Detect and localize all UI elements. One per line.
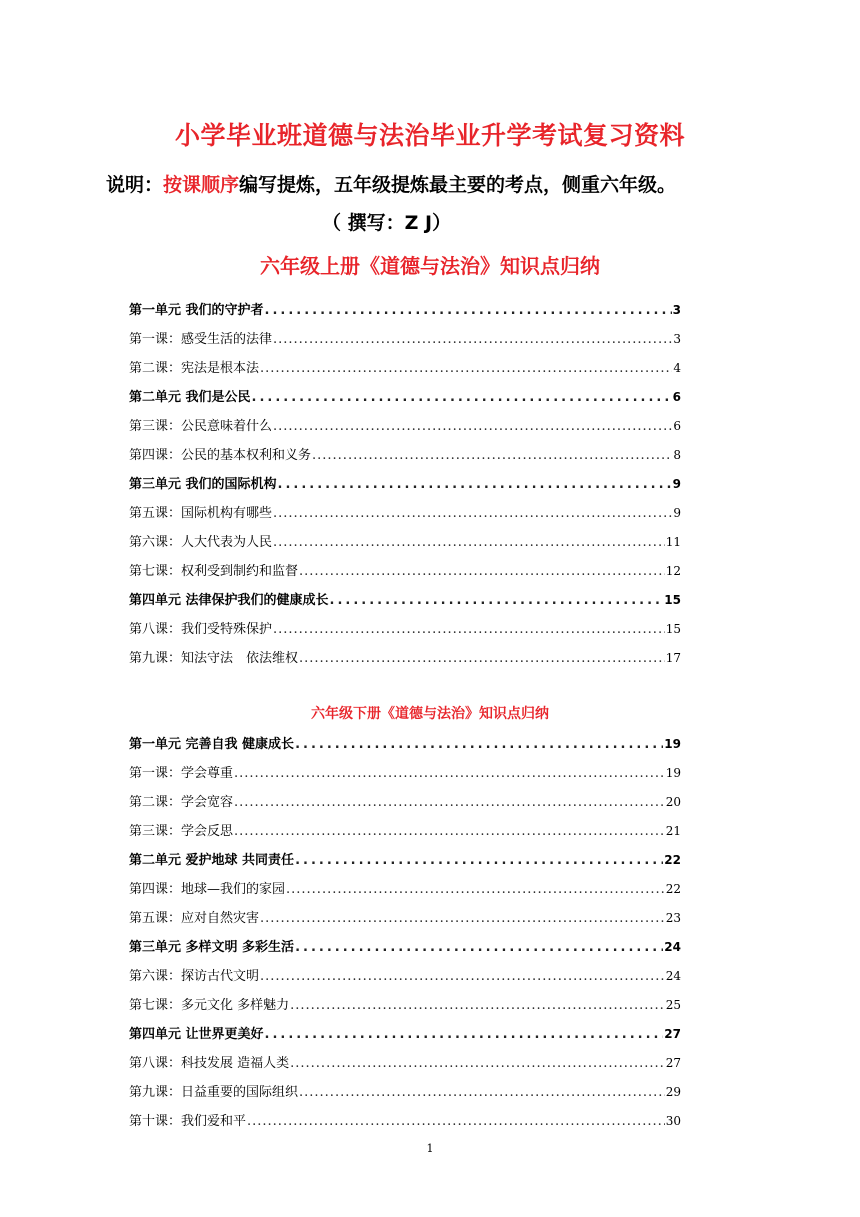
toc-lesson-entry[interactable] [129, 991, 681, 1020]
toc-entry-label: 第三单元 我们的国际机构 [129, 477, 277, 492]
toc-entry-label: 第三单元 多样文明 多彩生活 [129, 940, 295, 955]
toc-lesson-entry[interactable] [129, 499, 681, 528]
toc-dot-leader [278, 470, 672, 499]
toc-entry-label: 第五课：应对自然灾害 [129, 911, 260, 926]
toc-entry-label: 第六课：人大代表为人民 [129, 535, 273, 550]
toc-entry-label: 第四课：地球—我们的家园 [129, 882, 286, 897]
toc-unit-entry[interactable] [129, 586, 681, 615]
toc-dot-leader [234, 817, 665, 846]
toc-entry-page: 22 [664, 853, 681, 867]
page-number: 1 [426, 1142, 434, 1155]
toc-dot-leader [273, 615, 665, 644]
toc-entry-page: 24 [665, 969, 681, 983]
toc-dot-leader [252, 383, 672, 412]
toc-lesson-entry[interactable] [129, 904, 681, 933]
toc-entry-page: 9 [673, 506, 681, 520]
toc-entry-page: 6 [673, 419, 681, 433]
toc-dot-leader [299, 557, 665, 586]
toc-entry-label: 第一单元 完善自我 健康成长 [129, 737, 295, 752]
toc-dot-leader [330, 586, 664, 615]
toc-dot-leader [299, 644, 665, 673]
toc-dot-leader [290, 1049, 665, 1078]
toc-dot-leader [260, 962, 665, 991]
toc-unit-entry[interactable] [129, 846, 681, 875]
toc-entry-label: 第九课：日益重要的国际组织 [129, 1085, 299, 1100]
toc-unit-entry[interactable] [129, 383, 681, 412]
toc-entry-page: 6 [672, 390, 681, 404]
toc-dot-leader [247, 1107, 665, 1136]
toc-entry-page: 22 [665, 882, 681, 896]
toc-entry-label: 第四单元 让世界更美好 [129, 1027, 264, 1042]
toc-entry-page: 29 [665, 1085, 681, 1099]
toc-section2 [129, 730, 681, 1136]
toc-entry-page: 4 [673, 361, 681, 375]
toc-lesson-entry[interactable] [129, 412, 681, 441]
toc-lesson-entry[interactable] [129, 354, 681, 383]
toc-entry-page: 17 [665, 651, 681, 665]
description-note [106, 170, 676, 197]
toc-entry-page: 11 [665, 535, 681, 549]
section2-heading: 六年级下册《道德与法治》知识点归纳 [311, 706, 549, 722]
toc-dot-leader [295, 730, 663, 759]
toc-lesson-entry[interactable] [129, 1049, 681, 1078]
toc-entry-page: 24 [664, 940, 681, 954]
toc-dot-leader [234, 759, 665, 788]
toc-entry-label: 第八课：我们受特殊保护 [129, 622, 273, 637]
toc-entry-page: 27 [664, 1027, 681, 1041]
toc-entry-page: 27 [665, 1056, 681, 1070]
toc-entry-page: 23 [665, 911, 681, 925]
toc-entry-label: 第三课：公民意味着什么 [129, 419, 273, 434]
toc-entry-label: 第六课：探访古代文明 [129, 969, 260, 984]
toc-unit-entry[interactable] [129, 1020, 681, 1049]
toc-entry-page: 3 [673, 332, 681, 346]
toc-entry-page: 21 [665, 824, 681, 838]
toc-entry-page: 12 [665, 564, 681, 578]
toc-entry-page: 15 [665, 622, 681, 636]
toc-lesson-entry[interactable] [129, 528, 681, 557]
toc-entry-page: 9 [672, 477, 681, 491]
author-line: （ 撰写：Z J） [322, 212, 452, 234]
toc-unit-entry[interactable] [129, 470, 681, 499]
toc-entry-page: 19 [665, 766, 681, 780]
toc-dot-leader [286, 875, 665, 904]
toc-dot-leader [295, 846, 663, 875]
toc-entry-page: 30 [665, 1114, 681, 1128]
toc-dot-leader [312, 441, 672, 470]
toc-entry-page: 15 [664, 593, 681, 607]
note-rest: 编写提炼，五年级提炼最主要的考点，侧重六年级。 [239, 174, 677, 196]
toc-entry-page: 19 [664, 737, 681, 751]
toc-lesson-entry[interactable] [129, 441, 681, 470]
toc-entry-label: 第二单元 爱护地球 共同责任 [129, 853, 295, 868]
toc-dot-leader [295, 933, 663, 962]
section1-heading: 六年级上册《道德与法治》知识点归纳 [260, 254, 600, 278]
toc-dot-leader [265, 1020, 664, 1049]
toc-entry-label: 第五课：国际机构有哪些 [129, 506, 273, 521]
toc-lesson-entry[interactable] [129, 875, 681, 904]
toc-entry-page: 20 [665, 795, 681, 809]
document-title: 小学毕业班道德与法治毕业升学考试复习资料 [174, 121, 685, 150]
toc-dot-leader [260, 904, 665, 933]
toc-lesson-entry[interactable] [129, 962, 681, 991]
toc-dot-leader [290, 991, 665, 1020]
toc-lesson-entry[interactable] [129, 615, 681, 644]
toc-entry-label: 第九课：知法守法 依法维权 [129, 651, 299, 666]
toc-entry-label: 第二课：宪法是根本法 [129, 361, 260, 376]
toc-dot-leader [273, 325, 672, 354]
toc-dot-leader [273, 528, 665, 557]
toc-entry-label: 第一课：感受生活的法律 [129, 332, 273, 347]
toc-entry-label: 第三课：学会反思 [129, 824, 234, 839]
toc-unit-entry[interactable] [129, 730, 681, 759]
toc-entry-page: 8 [673, 448, 681, 462]
toc-entry-page: 25 [665, 998, 681, 1012]
toc-dot-leader [273, 499, 672, 528]
toc-lesson-entry[interactable] [129, 788, 681, 817]
toc-entry-label: 第七课：权利受到制约和监督 [129, 564, 299, 579]
toc-dot-leader [299, 1078, 665, 1107]
toc-lesson-entry[interactable] [129, 817, 681, 846]
toc-section1 [129, 296, 681, 673]
toc-entry-label: 第二课：学会宽容 [129, 795, 234, 810]
toc-dot-leader [234, 788, 665, 817]
toc-dot-leader [260, 354, 672, 383]
toc-lesson-entry[interactable] [129, 557, 681, 586]
toc-entry-label: 第一课：学会尊重 [129, 766, 234, 781]
toc-entry-label: 第七课：多元文化 多样魅力 [129, 998, 290, 1013]
toc-entry-label: 第四单元 法律保护我们的健康成长 [129, 593, 329, 608]
toc-entry-page: 3 [672, 303, 681, 317]
note-prefix: 说明： [106, 174, 164, 196]
toc-lesson-entry[interactable] [129, 759, 681, 788]
toc-entry-label: 第四课：公民的基本权利和义务 [129, 448, 312, 463]
toc-unit-entry[interactable] [129, 933, 681, 962]
toc-dot-leader [265, 296, 672, 325]
toc-unit-entry[interactable] [129, 296, 681, 325]
toc-dot-leader [273, 412, 672, 441]
toc-entry-label: 第十课：我们爱和平 [129, 1114, 247, 1129]
toc-entry-label: 第二单元 我们是公民 [129, 390, 251, 405]
toc-entry-label: 第八课：科技发展 造福人类 [129, 1056, 290, 1071]
toc-entry-label: 第一单元 我们的守护者 [129, 303, 264, 318]
toc-lesson-entry[interactable] [129, 1078, 681, 1107]
note-highlight: 按课顺序 [163, 174, 240, 196]
toc-lesson-entry[interactable] [129, 325, 681, 354]
toc-lesson-entry[interactable] [129, 1107, 681, 1136]
toc-lesson-entry[interactable] [129, 644, 681, 673]
